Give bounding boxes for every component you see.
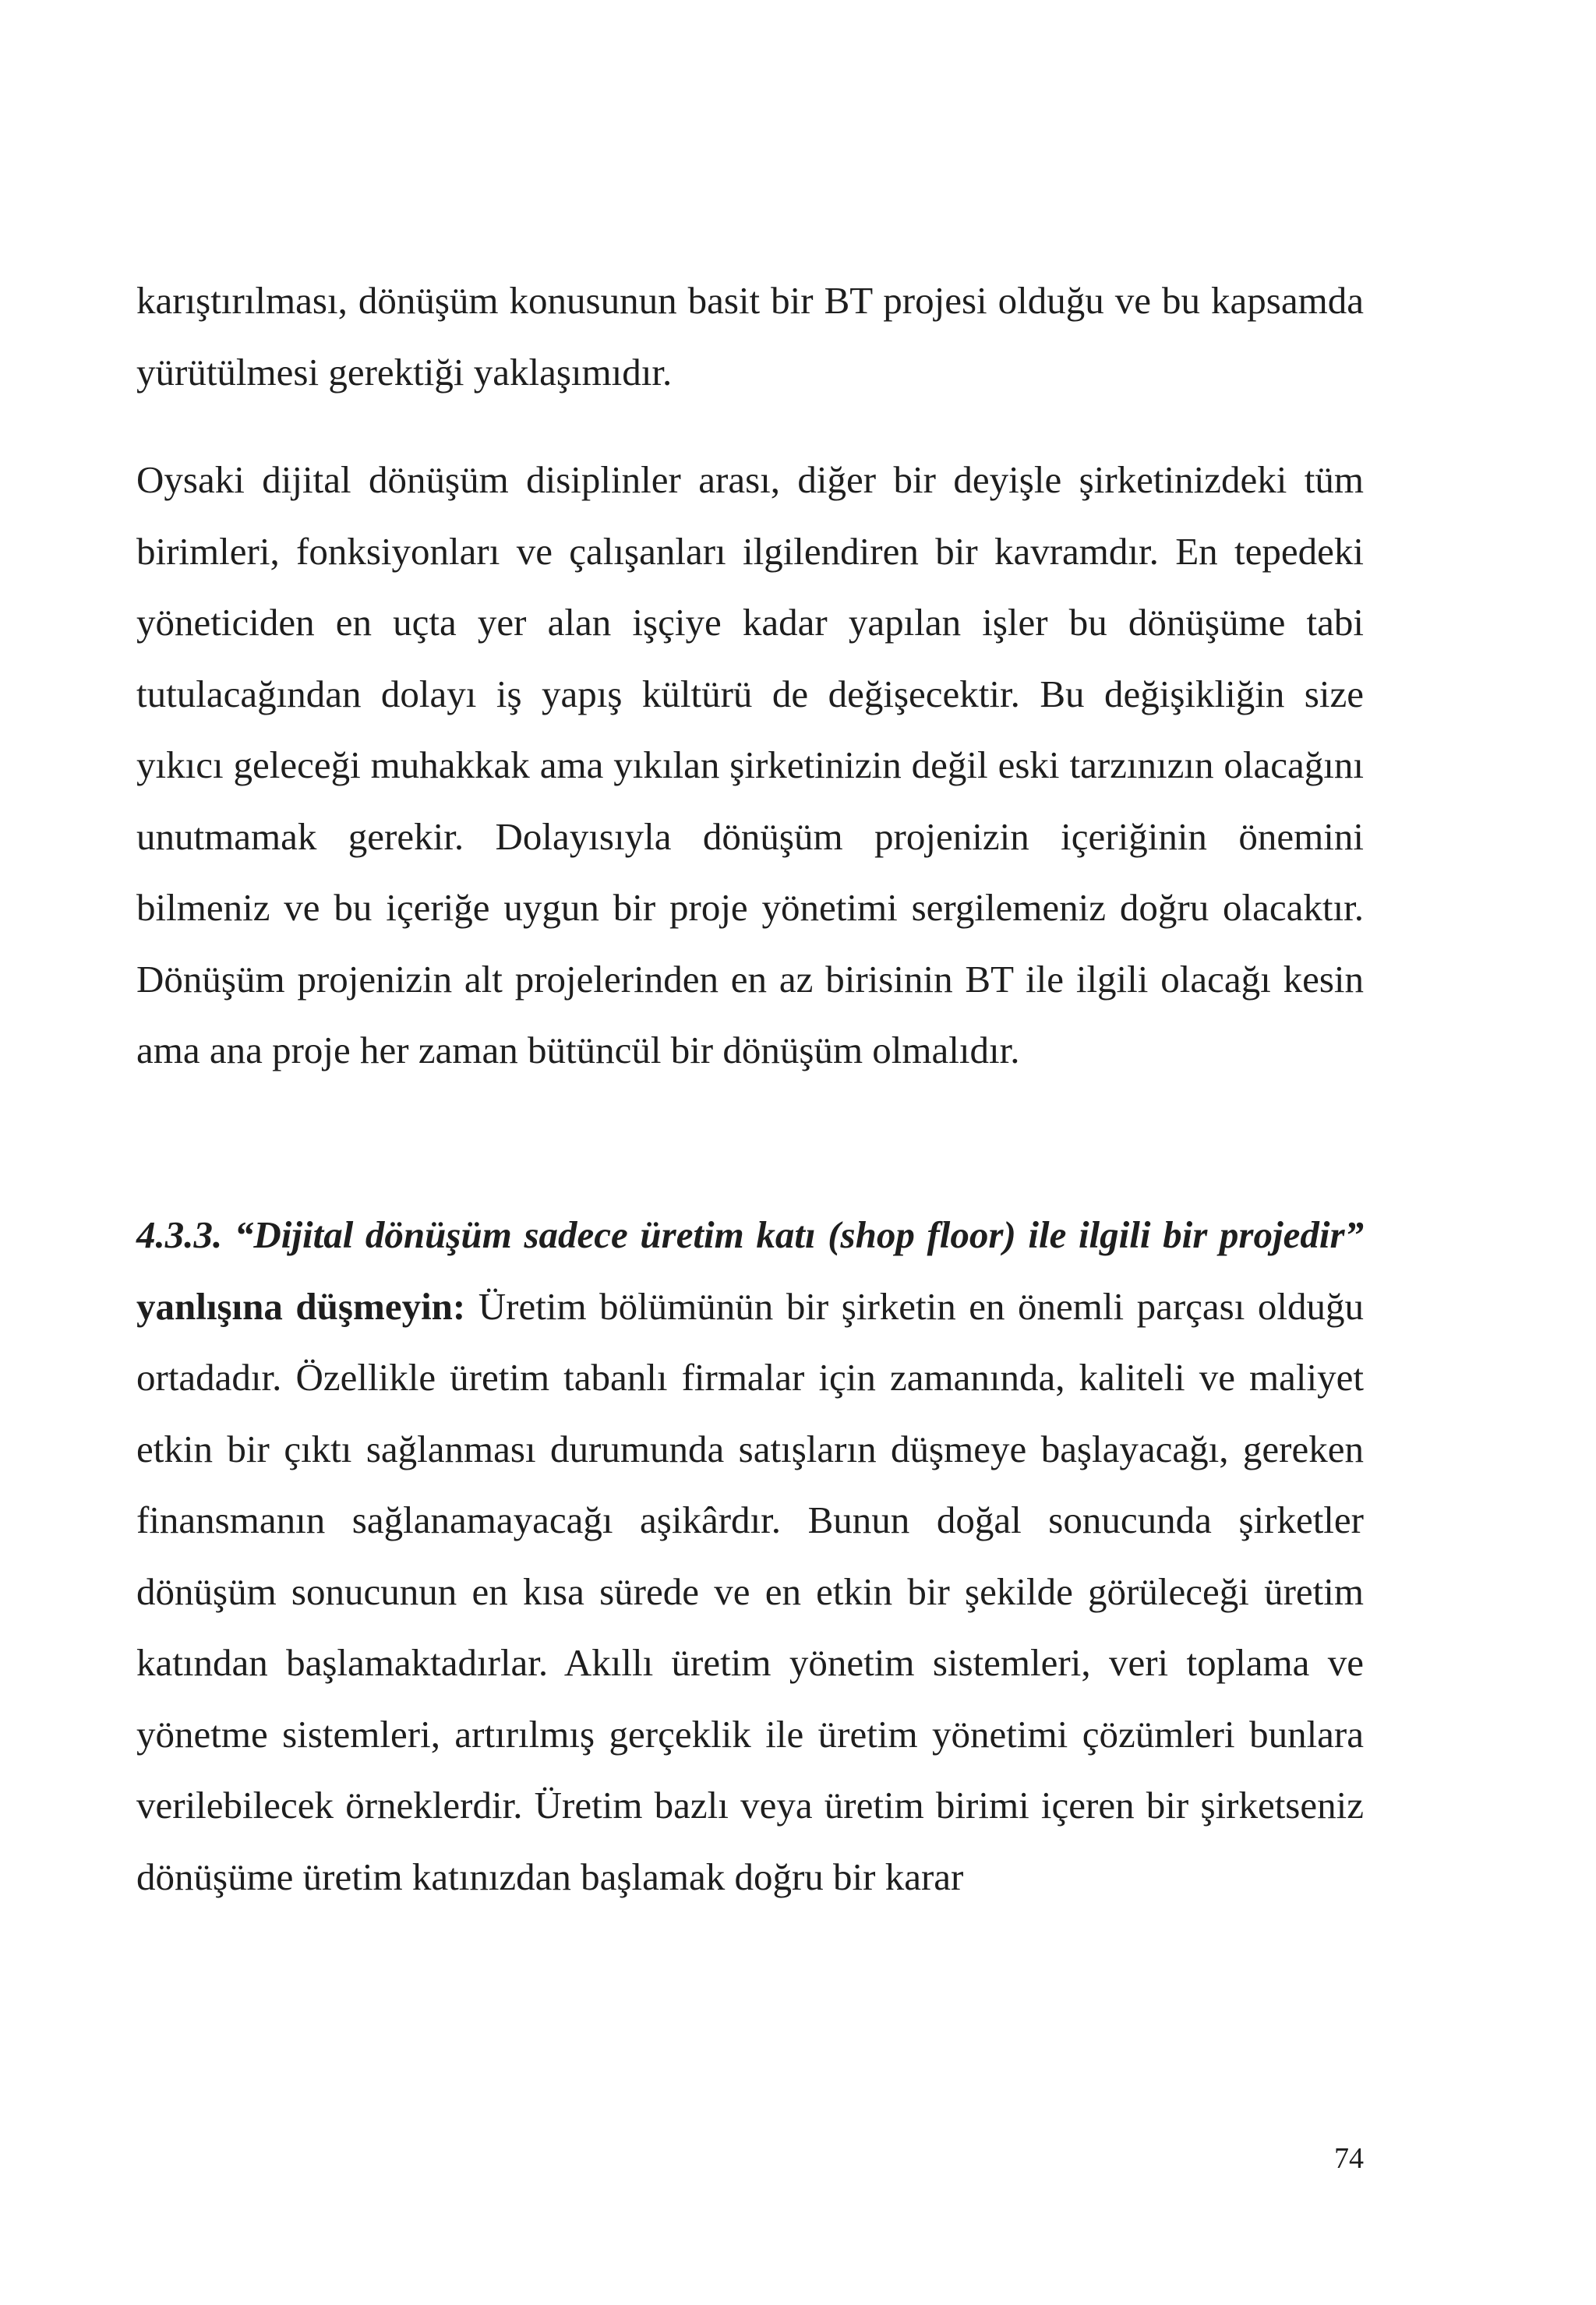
page-number: 74 <box>1334 2142 1364 2175</box>
section-4-3-3 <box>136 1199 1364 1912</box>
paragraph-continuation: karıştırılması, dönüşüm konusunun basit bir BT projesi olduğu ve bu kapsamda yürütülmesi gerektiği yaklaşımıdır. <box>136 279 1364 394</box>
paragraph-digital-transformation: Oysaki dijital dönüşüm disiplinler arası, diğer bir deyişle şirketinizdeki tüm birimleri, fonksiyonları ve çalışanları ilgilendiren bir kavramdır. En tepedeki yöneticiden en uçta yer alan işçiye kadar yapılan işler bu dönüşüme tabi tutulacağından dolayı iş yapış kültürü de değişecektir. Bu değişikliğin size yıkıcı geleceği muhakkak ama yıkılan şirketinizin değil eski tarzınızın olacağını unutmamak gerekir. Dolayısıyla dönüşüm projenizin içeriğinin önemini bilmeniz ve bu içeriğe uygun bir proje yönetimi sergilemeniz doğru olacaktır. Dönüşüm projenizin alt projelerinden en az birisinin BT ile ilgili olacağı kesin ama ana proje her zaman bütüncül bir dönüşüm olmalıdır. <box>136 458 1364 1071</box>
section-body: Üretim bölümünün bir şirketin en önemli parçası olduğu ortadadır. Özellikle üretim tabanlı firmalar için zamanında, kaliteli ve maliyet etkin bir çıktı sağlanması durumunda satışların düşmeye başlayacağı, gereken finansmanın sağlanamayacağı aşikârdır. Bunun doğal sonucunda şirketler dönüşüm sonucunun en kısa sürede ve en etkin bir şekilde görüleceği üretim katından başlamaktadırlar. Akıllı üretim yönetim sistemleri, veri toplama ve yönetme sistemleri, artırılmış gerçeklik ile üretim yönetimi çözümleri bunlara verilebilecek örneklerdir. Üretim bazlı veya üretim birimi içeren bir şirketseniz dönüşüme üretim katınızdan başlamak doğru bir karar <box>136 1284 1364 1898</box>
section-number: 4.3.3. <box>136 1213 223 1256</box>
section-heading-tail: yanlışına düşmeyin: <box>136 1284 466 1328</box>
section-heading-quote: “Dijital dönüşüm sadece üretim katı (shop floor) ile ilgili bir projedir” <box>234 1213 1365 1256</box>
